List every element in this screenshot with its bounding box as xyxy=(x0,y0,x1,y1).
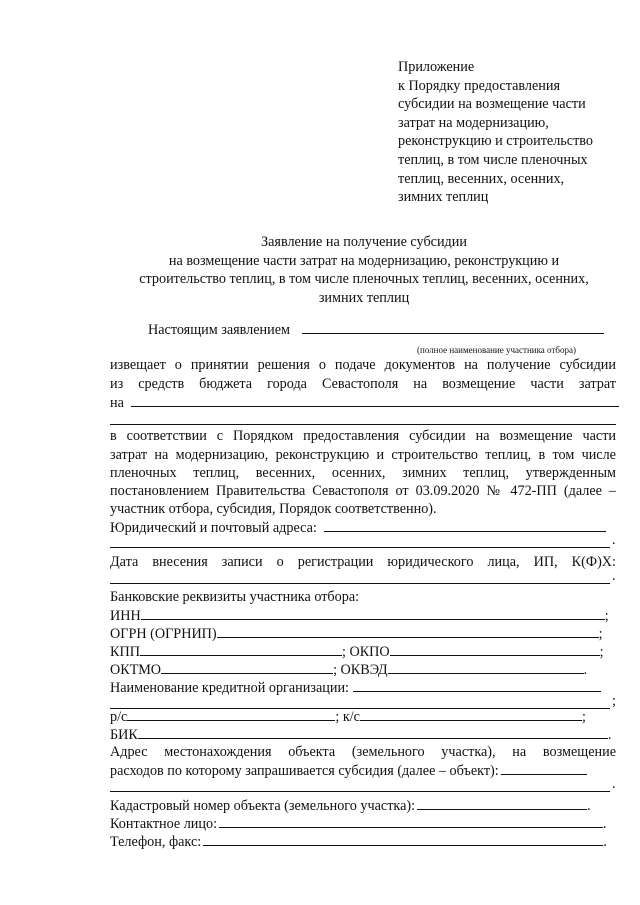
punct-semicolon: ; xyxy=(598,626,603,642)
punct-period: . xyxy=(612,568,616,584)
punct-semicolon: ; xyxy=(604,608,609,624)
object-address-field[interactable] xyxy=(501,761,587,775)
object-address-row xyxy=(110,761,616,780)
object-address-label-cont: расходов по которому запрашивается субсидия (далее – объект): xyxy=(110,763,499,779)
kpp-field[interactable] xyxy=(140,642,342,656)
cadastral-field[interactable] xyxy=(417,796,587,810)
bank-name-label: Наименование кредитной организации: xyxy=(110,680,349,696)
expense-purpose-field[interactable] xyxy=(131,393,619,407)
appendix-header xyxy=(398,58,618,207)
contact-field[interactable] xyxy=(219,814,603,828)
bik-row xyxy=(110,725,616,744)
oktmo-field[interactable] xyxy=(161,660,333,674)
paragraph-line: участник отбора, субсидия, Порядок соответственно). xyxy=(110,501,437,517)
phone-row xyxy=(110,832,616,851)
bank-name-row xyxy=(110,678,616,697)
punct-period: . xyxy=(587,798,591,814)
ogrn-label: ОГРН (ОГРНИП) xyxy=(110,626,217,642)
appendix-line: субсидии на возмещение части xyxy=(398,96,586,113)
phone-field[interactable] xyxy=(203,832,603,846)
okpo-label: ; ОКПО xyxy=(341,644,390,660)
bik-label: БИК xyxy=(110,727,138,743)
address-row xyxy=(110,518,616,537)
title-line: Заявление на получение субсидии xyxy=(261,234,467,250)
paragraph-line: затрат на модернизацию, реконструкцию и строительство теплиц, в том числе xyxy=(110,447,616,463)
inn-label: ИНН xyxy=(110,608,141,624)
contact-row xyxy=(110,814,616,833)
rs-field[interactable] xyxy=(127,707,335,721)
rs-label: р/с xyxy=(110,709,128,725)
bank-name-field[interactable] xyxy=(353,678,601,692)
title-line: на возмещение части затрат на модернизацию, реконструкцию и xyxy=(168,252,560,269)
object-address-field-continuation[interactable] xyxy=(110,791,610,792)
punct-semicolon: ; xyxy=(581,709,586,725)
kpp-label: КПП xyxy=(110,644,140,660)
punct-semicolon: ; xyxy=(599,644,604,660)
punct-period: . xyxy=(603,834,607,850)
appendix-line: к Порядку предоставления xyxy=(398,77,560,94)
paragraph-line: пленочных теплиц, весенних, осенних, зимних теплиц, утвержденным xyxy=(110,465,616,481)
address-field[interactable] xyxy=(324,518,606,532)
punct-period: . xyxy=(612,776,616,792)
paragraph-line: постановлением Правительства Севастополя от 03.09.2020 № 472-ПП (далее – xyxy=(110,483,616,499)
paragraph-line: в соответствии с Порядком предоставления субсидии на возмещение части xyxy=(110,428,616,444)
cadastral-label: Кадастровый номер объекта (земельного участка): xyxy=(110,798,416,814)
expense-row xyxy=(110,393,616,412)
appendix-line: зимних теплиц xyxy=(398,189,489,206)
applicant-row xyxy=(148,320,618,339)
paragraph-line: из средств бюджета города Севастополя на возмещение части затрат xyxy=(110,376,616,392)
okved-label: ; ОКВЭД xyxy=(333,662,388,678)
ogrn-field[interactable] xyxy=(217,624,599,638)
bik-field[interactable] xyxy=(138,725,608,739)
phone-label: Телефон, факс: xyxy=(110,834,202,850)
appendix-line: теплиц, весенних, осенних, xyxy=(398,170,565,187)
registration-label: Дата внесения записи о регистрации юридического лица, ИП, К(Ф)Х: xyxy=(110,554,616,570)
applicant-hint: (полное наименование участника отбора) xyxy=(417,345,576,355)
punct-period: . xyxy=(612,532,616,548)
document-title xyxy=(108,233,620,307)
inn-field[interactable] xyxy=(141,606,605,620)
object-address-label: Адрес местонахождения объекта (земельного участка), на возмещение xyxy=(110,744,616,760)
cadastral-row xyxy=(110,796,616,815)
ks-field[interactable] xyxy=(360,707,582,721)
accounts-row xyxy=(110,707,616,726)
paragraph-line: извещает о принятии решения о подаче документов на получение субсидии xyxy=(110,357,616,373)
punct-period: . xyxy=(583,662,588,678)
punct-period: . xyxy=(603,816,607,832)
okved-field[interactable] xyxy=(388,660,584,674)
applicant-name-field[interactable] xyxy=(302,320,604,334)
expense-prefix: на xyxy=(110,395,124,411)
punct-period: . xyxy=(607,727,612,743)
appendix-line: Приложение xyxy=(398,59,475,75)
appendix-line: реконструкцию и строительство xyxy=(398,133,593,150)
title-line: строительство теплиц, в том числе пленочных теплиц, весенних, осенних, xyxy=(139,271,589,287)
title-line: зимних теплиц xyxy=(318,289,410,306)
address-label: Юридический и почтовый адреса: xyxy=(110,520,317,536)
inn-row xyxy=(110,606,616,625)
applicant-intro: Настоящим заявлением xyxy=(148,322,291,338)
appendix-line: теплиц, в том числе пленочных xyxy=(398,151,588,168)
oktmo-okved-row xyxy=(110,660,616,679)
address-field-continuation[interactable] xyxy=(110,547,610,548)
appendix-line: затрат на модернизацию, xyxy=(398,114,549,131)
oktmo-label: ОКТМО xyxy=(110,662,162,678)
registration-date-field[interactable] xyxy=(110,583,610,584)
expense-purpose-field-continuation[interactable] xyxy=(110,424,616,425)
okpo-field[interactable] xyxy=(390,642,600,656)
punct-semicolon: ; xyxy=(612,693,616,709)
ks-label: ; к/с xyxy=(335,709,360,725)
kpp-okpo-row xyxy=(110,642,616,661)
bank-details-header: Банковские реквизиты участника отбора: xyxy=(110,589,360,605)
contact-label: Контактное лицо: xyxy=(110,816,218,832)
ogrn-row xyxy=(110,624,616,643)
